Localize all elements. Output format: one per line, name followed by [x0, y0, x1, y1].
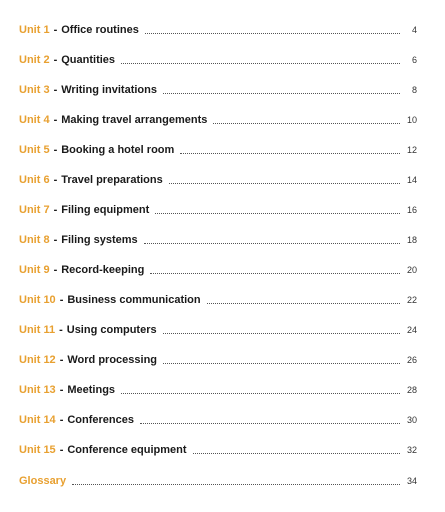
toc-entry-unit-5[interactable]: [19, 142, 417, 158]
unit-label: Unit 1: [19, 24, 50, 36]
toc-entry-unit-2[interactable]: [19, 52, 417, 68]
page-number: 16: [406, 205, 417, 215]
page-number: 14: [406, 175, 417, 185]
dot-leader: [150, 272, 400, 274]
dot-leader: [163, 362, 400, 364]
toc-entry-unit-4[interactable]: [19, 112, 417, 128]
toc-entry-unit-15[interactable]: [19, 442, 417, 458]
page-number: 8: [411, 85, 417, 95]
dot-leader: [163, 332, 400, 334]
unit-title: Quantities: [61, 54, 116, 66]
toc-entry-unit-8[interactable]: [19, 232, 417, 248]
unit-label: Unit 12: [19, 354, 56, 366]
separator: -: [53, 234, 58, 246]
separator: -: [59, 444, 64, 456]
separator: -: [59, 294, 64, 306]
separator: -: [59, 354, 64, 366]
unit-title: Office routines: [61, 24, 139, 36]
toc-entry-unit-7[interactable]: [19, 202, 417, 218]
unit-label: Unit 4: [19, 114, 50, 126]
page-number: 22: [406, 295, 417, 305]
toc-entry-unit-1[interactable]: [19, 22, 417, 38]
unit-label: Unit 9: [19, 264, 50, 276]
unit-title: Writing invitations: [61, 84, 157, 96]
toc-entry-unit-3[interactable]: [19, 82, 417, 98]
dot-leader: [169, 182, 400, 184]
dot-leader: [180, 152, 400, 154]
separator: -: [59, 414, 64, 426]
page-number: 18: [406, 235, 417, 245]
dot-leader: [213, 122, 400, 124]
toc-entry-unit-11[interactable]: [19, 322, 417, 338]
separator: -: [53, 204, 58, 216]
toc-entry-unit-13[interactable]: [19, 382, 417, 398]
page-number: 24: [406, 325, 417, 335]
page-number: 6: [411, 55, 417, 65]
dot-leader: [145, 32, 400, 34]
dot-leader: [193, 452, 400, 454]
unit-title: Filing equipment: [61, 204, 150, 216]
page-number: 20: [406, 265, 417, 275]
dot-leader: [163, 92, 400, 94]
toc-entry-unit-9[interactable]: [19, 262, 417, 278]
unit-label: Unit 8: [19, 234, 50, 246]
separator: -: [53, 84, 58, 96]
toc-entry-glossary[interactable]: [19, 473, 417, 489]
dot-leader: [121, 392, 400, 394]
toc-entry-unit-12[interactable]: [19, 352, 417, 368]
toc-entry-unit-6[interactable]: [19, 172, 417, 188]
unit-title: Word processing: [67, 354, 158, 366]
unit-label: Unit 15: [19, 444, 56, 456]
unit-label: Unit 11: [19, 324, 56, 336]
unit-title: Travel preparations: [61, 174, 163, 186]
unit-label: Unit 13: [19, 384, 56, 396]
toc-entry-unit-14[interactable]: [19, 412, 417, 428]
unit-title: Booking a hotel room: [61, 144, 175, 156]
dot-leader: [155, 212, 400, 214]
glossary-label: Glossary: [19, 475, 67, 487]
unit-title: Conference equipment: [67, 444, 187, 456]
separator: -: [53, 144, 58, 156]
dot-leader: [140, 422, 400, 424]
page-number: 10: [406, 115, 417, 125]
dot-leader: [72, 483, 400, 485]
dot-leader: [144, 242, 400, 244]
page-number: 12: [406, 145, 417, 155]
separator: -: [53, 114, 58, 126]
page-number: 30: [406, 415, 417, 425]
unit-title: Using computers: [66, 324, 157, 336]
dot-leader: [207, 302, 400, 304]
separator: -: [59, 324, 63, 336]
unit-label: Unit 2: [19, 54, 50, 66]
separator: -: [53, 54, 58, 66]
page-number: 28: [406, 385, 417, 395]
separator: -: [53, 174, 58, 186]
separator: -: [53, 24, 58, 36]
unit-title: Making travel arrangements: [61, 114, 208, 126]
page-number: 4: [411, 25, 417, 35]
unit-title: Record-keeping: [61, 264, 145, 276]
unit-label: Unit 3: [19, 84, 50, 96]
unit-label: Unit 5: [19, 144, 50, 156]
unit-label: Unit 6: [19, 174, 50, 186]
unit-title: Conferences: [67, 414, 134, 426]
unit-label: Unit 10: [19, 294, 56, 306]
separator: -: [53, 264, 58, 276]
toc-entry-unit-10[interactable]: [19, 292, 417, 308]
dot-leader: [121, 62, 400, 64]
unit-title: Business communication: [67, 294, 201, 306]
unit-title: Meetings: [67, 384, 116, 396]
separator: -: [59, 384, 64, 396]
page-number: 34: [406, 476, 417, 486]
unit-label: Unit 14: [19, 414, 56, 426]
unit-title: Filing systems: [61, 234, 138, 246]
unit-label: Unit 7: [19, 204, 50, 216]
page-number: 26: [406, 355, 417, 365]
page-number: 32: [406, 445, 417, 455]
